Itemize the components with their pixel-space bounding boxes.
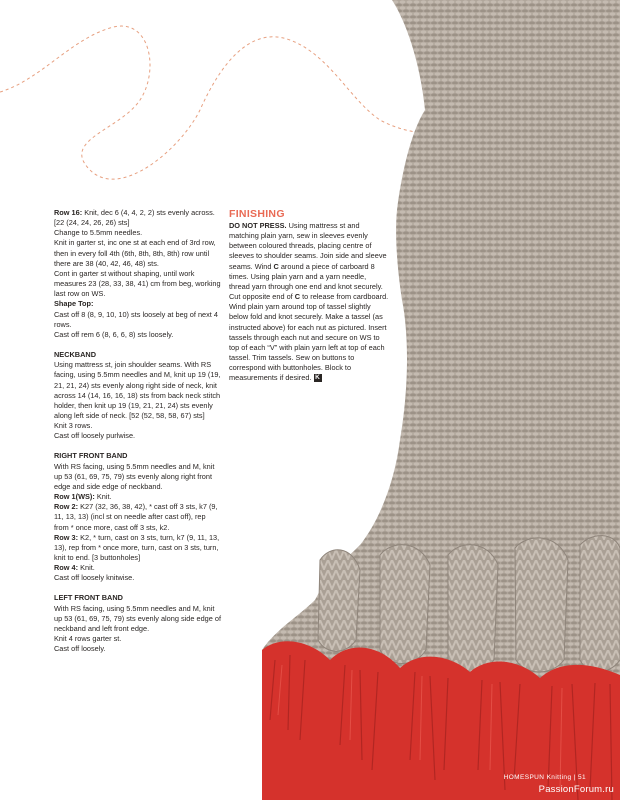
row1-paragraph: Row 1(WS): Knit. [54,492,112,502]
right-front-band-cast-off: Cast off loosely knitwise. [54,573,135,583]
row2-paragraph: Row 2: K27 (32, 36, 38, 42), * cast off 3 sts, k7 (9, 11, 13, 13) (incl st on needle after cast off), rep from * once more, cast off 3 sts, k2. [54,502,218,532]
neckband-cast-off: Cast off loosely purlwise. [54,431,136,441]
finishing-text: DO NOT PRESS. Using mattress st and matching plain yarn, sew in sleeves evenly between coloured threads, placing centre of sleeves to shoulder seams. Join side and sleeve seams. Wind C around a piece of carboard 8 times. Using plain yarn and a yarn needle, thread yarn through one end and knot securely. Cut opposite end of C to release from cardboard. Wind plain yarn around top of tassel slightly below fold and knot securely. Make a tassel (as instructed above) for each nut as pictured. Insert tassels through each nut and secure on WS to top of each “V” with plain yarn left at top of each tassel. Trim tassels. Sew on buttons to correspond with buttonholes. Block to measurements if desired. K [229,221,389,383]
row16-paragraph: Row 16: Knit, dec 6 (4, 4, 2, 2) sts evenly across. [22 (24, 24, 26, 26) sts] [54,208,215,228]
needle-change-text: Change to 5.5mm needles. [54,228,143,238]
garter-continue-text: Cont in garter st without shaping, until work measures 23 (28, 33, 38, 41) cm from beg, working last row on WS. [54,268,221,299]
neckband-heading: NECKBAND [54,350,97,360]
page-folio: HOMESPUN Knitting | 51 [503,774,586,781]
right-text-column [229,208,389,384]
garter-increase-text: Knit in garter st, inc one st at each end of 3rd row, then in every foll 4th (6th, 8th, 8th, 8th) row until there are 38 (40, 42, 46, 48) sts. [54,238,216,268]
end-mark-icon: K [315,374,320,382]
row3-paragraph: Row 3: K2, * turn, cast on 3 sts, turn, k7 (9, 11, 13, 13), rep from * once more, turn, cast on 3 sts, turn, knit to end. [3 buttonholes] [54,532,220,562]
left-front-band-text: With RS facing, using 5.5mm needles and M, knit up 53 (61, 69, 75, 79) sts evenly along side edge of neckband and left front edge. [54,603,221,633]
left-front-band-knit-rows: Knit 4 rows garter st. [54,634,122,644]
cast-off-remaining-text: Cast off rem 6 (8, 6, 6, 8) sts loosely. [54,329,174,339]
left-front-band-heading: LEFT FRONT BAND [54,593,123,603]
shape-top-cast-off-text: Cast off 8 (8, 9, 10, 10) sts loosely at beg of next 4 rows. [54,309,218,329]
neckband-knit-rows: Knit 3 rows. [54,421,93,431]
right-front-band-text: With RS facing, using 5.5mm needles and M, knit up 53 (61, 69, 75, 79) sts evenly along right front edge and side edge of neckband. [54,461,215,491]
left-front-band-cast-off: Cast off loosely. [54,644,106,654]
right-front-band-heading: RIGHT FRONT BAND [54,451,128,461]
row4-paragraph: Row 4: Knit. [54,563,95,573]
left-text-column [54,208,222,654]
neckband-text: Using mattress st, join shoulder seams. With RS facing, using 5.5mm needles and M, knit up 19 (19, 21, 21, 24) sts evenly along right side of neck, knit across 14 (14, 16, 16, 18) sts from back neck stitch holder, then knit up 19 (19, 21, 21, 24) sts evenly along left side of neck. [52 (52, 58, 58, 67) sts] [54,360,221,420]
finishing-heading: FINISHING [229,208,285,220]
watermark: PassionForum.ru [538,784,614,795]
shape-top-heading: Shape Top: [54,299,94,309]
